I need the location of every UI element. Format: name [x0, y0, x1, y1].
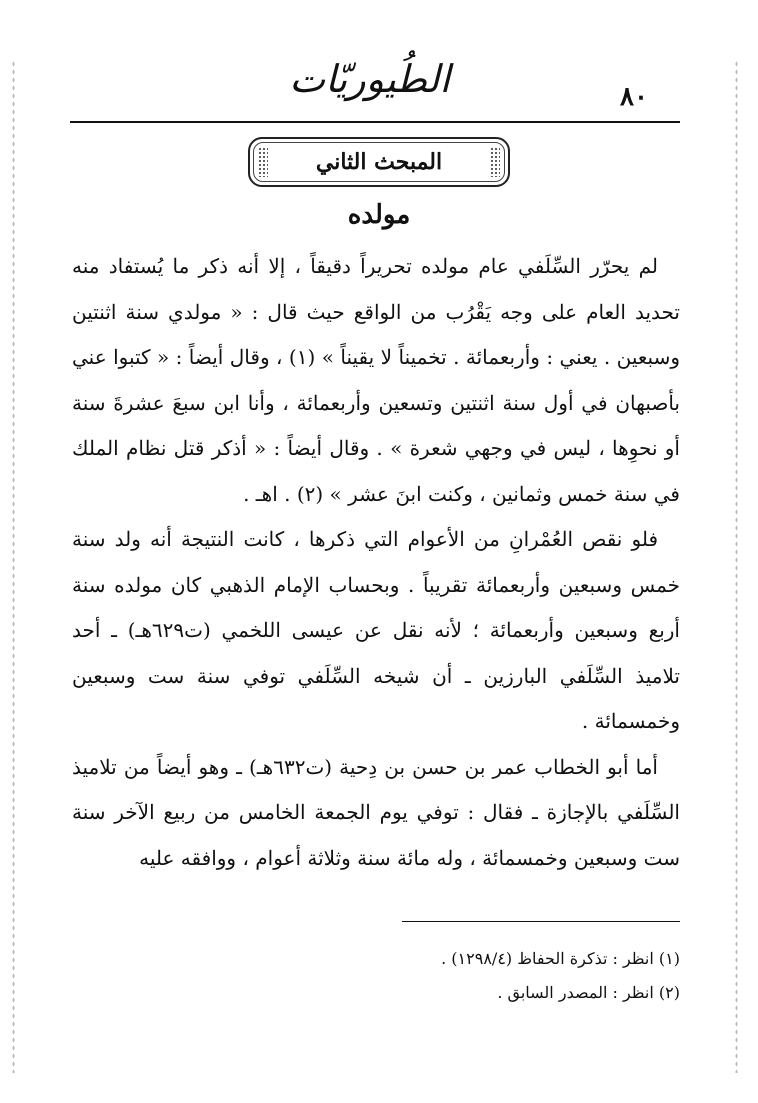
- footnote: (٢) انظر : المصدر السابق .: [497, 983, 680, 1002]
- running-head-title: الطُيوريّات: [289, 57, 450, 101]
- paragraph: لم يحرّر السِّلَفي عام مولده تحريراً دقيقاً ، إلا أنه ذكر ما يُستفاد منه تحديد العام على وجه يَقْرُب من الواقع حيث قال : « مولدي سنة اثنتين وسبعين . يعني : وأربعمائة . تخميناً لا يقيناً » (١) ، وقال أيضاً : « كتبوا عني بأصبهان في أول سنة اثنتين وتسعين وأربعمائة ، وأنا ابن سبعَ عشرةَ سنة أو نحوِها ، ليس في وجهي شعرة » . وقال أيضاً : « أذكر قتل نظام الملك في سنة خمس وثمانين ، وكنت ابنَ عشر » (٢) . اهـ .: [72, 254, 680, 506]
- page-number: ٨٠: [620, 82, 648, 112]
- section-title: المبحث الثاني: [315, 149, 443, 175]
- frame-ornament: [490, 147, 500, 177]
- section-title-inner-frame: [253, 142, 505, 182]
- footnote-separator: [402, 921, 680, 922]
- paragraph: فلو نقص العُمْرانِ من الأعوام التي ذكرها ، كانت النتيجة أنه ولد سنة خمس وسبعين وأربعمائة تقريباً . وبحساب الإمام الذهبي كان مولده سنة أربع وسبعين وأربعمائة ؛ لأنه نقل عن عيسى اللخمي (ت٦٢٩هـ) ـ أحد تلاميذ السِّلَفي البارزين ـ أن شيخه السِّلَفي توفي سنة ست وسبعين وخمسمائة .: [72, 527, 680, 733]
- frame-ornament: [258, 147, 268, 177]
- footnote: (١) انظر : تذكرة الحفاظ (١٢٩٨/٤) .: [441, 949, 680, 968]
- section-title-frame: [248, 137, 510, 187]
- paragraph: أما أبو الخطاب عمر بن حسن بن دِحية (ت٦٣٢هـ) ـ وهو أيضاً من تلاميذ السِّلَفي بالإجازة ـ فقال : توفي يوم الجمعة الخامس من ربيع الآخر سنة ست وسبعين وخمسمائة ، وله مائة سنة وثلاثة أعوام ، ووافقه عليه: [72, 754, 680, 870]
- footnotes: [72, 942, 680, 1010]
- body-text: [72, 244, 680, 881]
- header-rule: [70, 121, 680, 123]
- section-subtitle: مولده: [347, 200, 411, 230]
